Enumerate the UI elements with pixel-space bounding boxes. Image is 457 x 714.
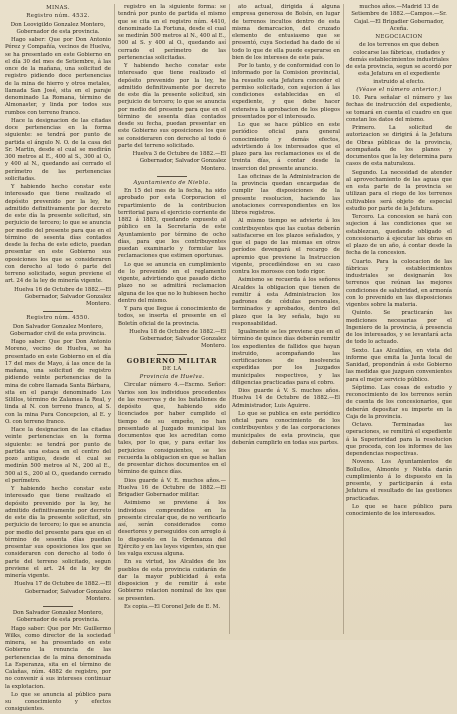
section-separator [43,311,73,312]
section-heading: Registro núm. 4532. [26,13,90,20]
paragraph: Igualmente se les previene que en el término de quince días deberán remitir los expedientes de fallidos que hayan instruido, acompañando las certificaciones de insolvencia expedidas por los Juzgados municipales respectivos, y las diligencias practicadas para el cobro. [232,329,340,386]
paragraph: Quinto. Se practicarán las mediciones necesarias por el Ingeniero de la provincia, á presencia de los interesados, y se levantará acta de todo lo actuado. [346,310,452,346]
section-separator [157,176,187,177]
column-2 [118,4,226,634]
paragraph: Huelva 16 de Octubre de 1882.—El Gobernador, Salvador Gonzalez Montero. [14,286,111,307]
paragraph: Es copia.—El Coronel Jefe de E. M. [124,603,221,610]
paragraph: Don Salvador Gonzalez Montero, Gobernador civil de esta provincia. [10,323,106,337]
section-heading: Provincia de Huelva. [139,374,205,380]
column-divider [229,4,230,634]
column-divider [114,4,115,634]
section-heading: DE LA [162,365,182,372]
paragraph: de los terrenos en que deben colocarse las fábricas, ciudades y demás establecimientos industriales de esta provincia, segun se acordó por esta Jefatura en el expediente instruido al efecto. [346,42,452,85]
paragraph: Dios guarde á V. E. muchos años.—Huelva 16 de Octubre de 1882.—El Brigadier Gobernador militar. [118,477,226,498]
column-4 [346,4,452,634]
paragraph: Primero. La solicitud de autorizacion se dirigirá á la Jefatura de Obras públicas de la provincia, acompañada de los planos y documentos que la ley determina para casos de esta naturaleza. [346,125,452,168]
paragraph: En 15 del mes de la fecha, ha sido aprobado por esta Corporacion el repartimiento de la contribucion territorial para el ejercicio corriente de 1882 á 1883, quedando expuesto al público en la Secretaría de este Ayuntamiento por término de ocho días, para que los contribuyentes puedan examinarlo y formular las reclamaciones que estimen oportunas. [118,188,226,260]
column-3 [232,4,340,634]
paragraph: Las oficinas de la Administracion de la provincia quedan encargadas de cumplir las disposiciones de la presente resolucion, haciendo las anotaciones correspondientes en los libros registros. [232,173,340,216]
paragraph: Al mismo tiempo se advierte á los contribuyentes que las cuotas deberán satisfacerse en los plazos señalados, y que el pago de las mismas en otros períodos devengará el recargo de apremio que previene la Instruccion vigente, procediéndose en su caso contra los morosos con todo rigor. [232,218,340,275]
paragraph: Hago saber: Que por Mr. Guillermo Wilks, como director de la sociedad minera, se ha presentado en este Gobierno la renuncia de las pertenencias de la mina denominada La Esperanza, sita en el término de Calañas, núm. 4882 de registro, por no convenir á sus intereses continuar la explotacion. [5,625,111,690]
paragraph: Lo que se hace público en este periódico oficial para general conocimiento y demás efectos, advirtiendo á los interesados que el plazo para las reclamaciones es el de treinta días, á contar desde la insercion del presente anuncio. [232,122,340,172]
paragraph: registro en la siguiente forma: se tendrá por punto de partida el mismo que se cita en el registro núm. 4410, denominado La Fortuna, desde el cual se medirán 500 metros al N., 400 al E., 500 al S. y 400 al O., quedando así cerrado el perímetro de las pertenencias solicitadas. [118,4,226,61]
paragraph: Lo que se anuncia al público para su conocimiento y efectos consiguientes. [5,691,111,713]
paragraph: Y habiendo hecho constar este interesado que tiene realizado el depósito prevenido por la ley, he admitido definitivamente por decreto de este día la presente solicitud, sin perjuicio de tercero; lo que se anuncia por medio del presente para que en el término de sesenta días contados desde su fecha, puedan presentar en este Gobierno sus oposiciones los que se consideraren con derecho al todo ó parte del terreno solicitado. [118,63,226,149]
section-heading: Registro núm. 4550. [26,315,90,322]
paragraph: Circular número 4.—Excmo. Señor: Varios son los individuos procedentes de las reservas y de los batallones de depósito que, habiendo sido licenciados por haber cumplido el tiempo de su empeño, no han presentado al Juzgado municipal los documentos que les acreditan como tales, por lo que, y para evitar los perjuicios consiguientes, se les recuerda la obligacion en que se hallan de presentar dichos documentos en el término de quince días. [118,382,226,476]
paragraph: Por lo tanto, y de conformidad con lo informado por la Comision provincial, ha resuelto esta Jefatura conceder el permiso solicitado, con sujecion á las condiciones establecidas en el expediente, y que debe hacer extensiva la aprobacion de los pliegos presentados por el interesado. [232,63,340,120]
paragraph: Dios guarde á V. S. muchos años. Huelva 14 de Octubre de 1882.—El Administrador, Luis Aguirre. [232,388,340,409]
paragraph: Don Leovigildo Gonzalez Montero, Gobernador de esta provincia. [10,21,106,35]
paragraph: Segundo. La necesidad de atender al aprovechamiento de las aguas que en esta parte de la provincia se utilizan para el riego de los terrenos cultivables será objeto de especial estudio por parte de la Jefatura. [346,169,452,212]
paragraph: Sexto. Las Alcaldías, en vista del informe que emita la Junta local de Sanidad, propondrán á este Gobierno las medidas que juzguen convenientes para el mejor servicio público. [346,347,452,383]
paragraph: Asimismo se previene á los individuos comprendidos en la presente circular que, de no verificarlo así, serán considerados como desertores y perseguidos con arreglo á lo dispuesto en la Ordenanza del Ejército y en las leyes vigentes, sin que les valga excusa alguna. [118,500,226,557]
paragraph: 10. Para señalar el número y las fechas de instrucción del expediente, se tomará en cuenta el cuadro en que constan los datos del mismo. [346,95,452,123]
paragraph: Hace la designacion de las citadas veinte pertenencias en la forma siguiente: se tendrá por punto de partida una estaca en el centro del pozo antiguo, desde el cual se medirán 500 metros al N., 200 al E., 500 al S., 200 al O., quedando cerrado el perímetro. [5,427,111,484]
paragraph: Y para que llegue á conocimiento de todos, se inserta el presente en el Boletín oficial de la provincia. [118,306,226,327]
paragraph: Octavo. Terminadas las operaciones, se remitirá el expediente á la Superioridad para la resolucion que proceda, con los informes de las dependencias respectivas. [346,422,452,457]
section-heading: GOBIERNO MILITAR [126,356,218,365]
paragraph: ato actual, dirigida á alguna empresa generosa de Bolsín, en lugar de terrenos incultos dentro de esta misma demarcacion, del cruzado elemento de entusiasmo que se presentó, cuya Sociedad ha dado de sí todo lo que de ella puede esperarse en bien de los intereses de este país. [232,4,340,61]
paragraph: En su virtud, los Alcaldes de los pueblos de esta provincia cuidarán de dar la mayor publicidad á esta disposicion y de remitir á este Gobierno relacion nominal de los que se presenten. [118,559,226,602]
section-separator [157,354,187,355]
paragraph: Séptimo. Las cosas de estudio y reconocimiento de los terrenos serán de cuenta de los concesionarios, que deberán depositar su importe en la Caja de la provincia. [346,384,452,420]
section-heading: Ayuntamiento de Niebla. [133,179,211,186]
paragraph: Asimismo se recuerda á los señores Alcaldes la obligacion que tienen de remitir á esta Administracion los padrones de cédulas personales, terminados y aprobados, dentro del plazo que la ley señala, bajo su responsabilidad. [232,277,340,327]
paragraph: Huelva 17 de Octubre de 1882.—El Gobernador, Salvador Gonzalez Montero. [14,581,111,602]
section-heading: MINAS. [46,5,70,11]
paragraph: Huelva 18 de Octubre de 1882.—El Gobernador, Salvador Gonzalez Montero. [129,328,226,350]
paragraph: Hago saber: Que por Don Antonio Moreno, vecino de Huelva, se ha presentado en este Gobierno en el día 17 del mes de Mayo, á las once de la mañana, una solicitud de registro pidiendo veinte pertenencias de la mina de cobre llamada Santa Bárbara, sita en el paraje denominado Los Silillos, término de Zalamea la Real, y linda al N. con terreno franco, al S. con la mina Pura Concepcion, al E. y O. con terreno franco. [5,339,111,425]
section-heading: NEGOCIACION [375,34,423,40]
paragraph: Hace la designacion de las citadas doce pertenencias en la forma siguiente: se tendrá por punto de partida el ángulo N. O. de la casa del Sr. Martin, desde el cual se medirán 300 metros al E., 400 al S., 300 al O., y 400 al N., quedando así cerrado el perímetro de las pertenencias solicitadas. [5,117,111,182]
paragraph: Lo que se anuncia en cumplimiento de lo prevenido en el reglamento vigente, advirtiendo que pasado dicho plazo no se admitirá reclamacion alguna de los que no lo hubiesen hecho dentro del mismo. [118,261,226,304]
paragraph: Y habiendo hecho constar este interesado que tiene realizado el depósito prevenido por la ley, he admitido definitivamente por decreto de este día la presente solicitud, sin perjuicio de tercero; lo que se anuncia por medio del presente para que en el término de sesenta días puedan presentar sus oposiciones los que se consideraren con derecho al todo ó parte del terreno solicitado, segun previene el art. 24 de la ley de minería vigente. [5,486,111,579]
paragraph: muchos años.—Madrid 13 de Setiembre de 1882.—Campos.—Sr. Cajal.—El Brigadier Gobernador, Aceña. [351,4,447,32]
column-divider [343,4,344,634]
paragraph: Noveno. Los Ayuntamientos de Bollullos, Almonte y Niebla darán cumplimiento á lo dispuesto en la presente, y participarán á esta Jefatura el resultado de las gestiones practicadas. [346,459,452,502]
section-separator [43,606,73,607]
paragraph: Hago saber: Que por Don Antonio Pérez y Compañía, vecinos de Huelva, se ha presentado en este Gobierno en el día 30 del mes de Setiembre, á las once de la mañana, una solicitud de registro pidiendo doce pertenencias de la mina de hierro y otros metales, llamada San José, sita en el paraje denominado La Romana, término de Almonaster, y linda por todos sus rumbos con terreno franco. [5,37,111,116]
paragraph: Y habiendo hecho constar este interesado que tiene realizado el depósito prevenido por la ley, he admitido definitivamente por decreto de este día la presente solicitud, sin perjuicio de tercero; lo que se anuncia por medio del presente para que en el término de sesenta días contados desde la fecha de este edicto, puedan presentar en este Gobierno sus oposiciones los que se consideraren con derecho al todo ó parte del terreno solicitado, segun previene el art. 24 de la ley de minería vigente. [5,184,111,285]
paragraph: Cuarto. Para la colocacion de las fábricas y establecimientos industriales se designarán los terrenos que reúnan las mejores condiciones de salubridad, en armonía con lo prevenido en las disposiciones vigentes sobre la materia. [346,258,452,308]
paragraph: Don Salvador Gonzalez Montero, Gobernador de esta provincia. [12,610,104,624]
column-1 [5,4,111,713]
paragraph: Tercero. La concesion se hará con sujecion á las condiciones que se establezcan, quedando obligado el concesionario á ejecutar las obras en el plazo de un año, á contar desde la fecha de la concesion. [346,214,452,257]
paragraph: Lo que se hace público para conocimiento de los interesados. [346,503,452,517]
paragraph: Huelva 3 de Octubre de 1882.—El Gobernador, Salvador Gonzalez Montero. [132,151,226,172]
paragraph: Lo que se publica en este periódico oficial para conocimiento de los contribuyentes y de las corporaciones municipales de esta provincia, que deberán cumplirlo en todas sus partes. [232,410,340,446]
section-heading: (Véase el número anterior.) [356,86,442,93]
